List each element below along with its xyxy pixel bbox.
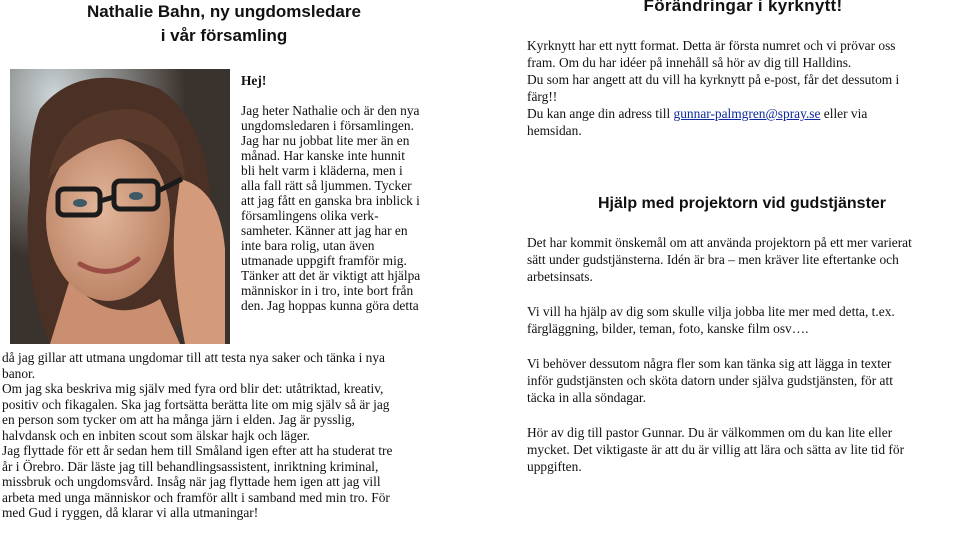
intro-line: alla fall rätt så ljummen. Tycker (241, 178, 412, 193)
kyrknytt-line: färg!! (527, 89, 558, 104)
paragraph-line: täcka in alla söndagar. (527, 390, 646, 405)
kyrknytt-line: Kyrknytt har ett nytt format. Detta är första numret och vi prövar oss (527, 38, 896, 53)
article-title (0, 0, 448, 48)
intro-line: ungdomsledaren i församlingen. (241, 118, 414, 133)
intro-line: utmanade uppgift framför mig. (241, 253, 407, 268)
paragraph-line: uppgiften. (527, 459, 582, 474)
intro-line: församlingens olika verk- (241, 208, 379, 223)
body-line: missbruk och ungdomsvård. Insåg när jag flyttade hem igen att jag vill (2, 474, 381, 489)
address-suffix: eller via (820, 106, 868, 121)
greeting: Hej! (241, 73, 267, 88)
intro-line: samheter. Känner att jag har en (241, 223, 408, 238)
intro-line: månad. Har kanske inte hunnit (241, 148, 405, 163)
body-line: arbeta med unga människor och framför allt i samband med min tro. För (2, 489, 390, 505)
paragraph-line: Vi behöver dessutom några fler som kan tänka sig att lägga in texter (527, 356, 892, 371)
intro-line: att jag fått en ganska bra inblick i (241, 193, 420, 208)
intro-text (241, 73, 456, 313)
title-line: i vår församling (160, 26, 288, 45)
kyrknytt-line: hemsidan. (527, 123, 582, 138)
article-body (2, 350, 452, 521)
body-line: Jag flyttade för ett år sedan hem till Småland igen efter att ha studerat tre (2, 443, 393, 458)
paragraph-line: Hör av dig till pastor Gunnar. Du är välkommen om du kan lite eller (527, 425, 893, 440)
email-link[interactable]: gunnar-palmgren@spray.se (673, 106, 821, 121)
body-line: positiv och fikagalen. Ska jag fortsätta berätta lite om mig själv så är jag (2, 396, 390, 412)
intro-line: den. Jag hoppas kunna göra detta (241, 298, 419, 313)
projector-paragraph (527, 424, 959, 475)
address-prefix: Du kan ange din adress till (527, 106, 674, 121)
portrait-photo (10, 69, 230, 344)
body-line: med Gud i ryggen, då klarar vi alla utmaningar! (2, 505, 259, 520)
body-line: Om jag ska beskriva mig själv med fyra ord blir det: utåtriktad, kreativ, (2, 381, 384, 396)
paragraph-line: sätt under gudstjänsterna. Idén är bra – men kräver lite eftertanke och (527, 252, 899, 267)
intro-line: Jag har nu jobbat lite mer än en (241, 133, 410, 148)
intro-line: Tänker att det är viktigt att hjälpa (241, 268, 421, 283)
portrait-illustration (10, 69, 230, 344)
kyrknytt-line (527, 105, 957, 122)
intro-line: människor in i tro, inte bort från (241, 283, 414, 298)
paragraph-line: arbetsinsats. (527, 269, 593, 284)
paragraph-line: Det har kommit önskemål om att använda projektorn på ett mer varierat (527, 235, 912, 250)
title-line: Nathalie Bahn, ny ungdomsledare (87, 2, 361, 21)
body-line: då jag gillar att utmana ungdomar till att testa nya saker och tänka i nya (2, 350, 385, 365)
intro-line: bli helt varm i kläderna, men i (241, 163, 403, 178)
kyrknytt-heading: Förändringar i kyrknytt! (643, 0, 843, 15)
body-line: år i Örebro. Där läste jag till behandlingsassistent, inriktning kriminal, (2, 458, 379, 474)
projector-paragraph (527, 303, 959, 337)
paragraph-line: mycket. Det viktigaste är att du är villig att lära och sätta av lite tid för (527, 442, 905, 457)
paragraph-line: inför gudstjänsten och sköta datorn under själva gudstjänsten, för att (527, 373, 893, 388)
body-line: halvdansk och en inbiten scout som älskar hajk och läger. (2, 427, 310, 443)
paragraph-line: Vi vill ha hjälp av dig som skulle vilja jobba lite mer med detta, t.ex. (527, 304, 895, 319)
projector-paragraph (527, 355, 959, 406)
kyrknytt-line: fram. Om du har idéer på innehåll så hör av dig till Halldins. (527, 55, 852, 70)
body-line: en person som tycker om att ha många järn i elden. Jag är pysslig, (2, 412, 355, 427)
paragraph-line: färgläggning, bilder, teman, foto, kanske film osv…. (527, 321, 809, 336)
body-line: banor. (2, 365, 36, 381)
intro-line: Jag heter Nathalie och är den nya (241, 103, 420, 118)
kyrknytt-line: Du som har angett att du vill ha kyrknytt på e-post, får det dessutom i (527, 72, 900, 87)
kyrknytt-text (527, 37, 957, 139)
projector-heading: Hjälp med projektorn vid gudstjänster (597, 195, 887, 212)
projector-paragraph (527, 234, 959, 285)
intro-line: inte bara rolig, utan även (241, 238, 375, 253)
